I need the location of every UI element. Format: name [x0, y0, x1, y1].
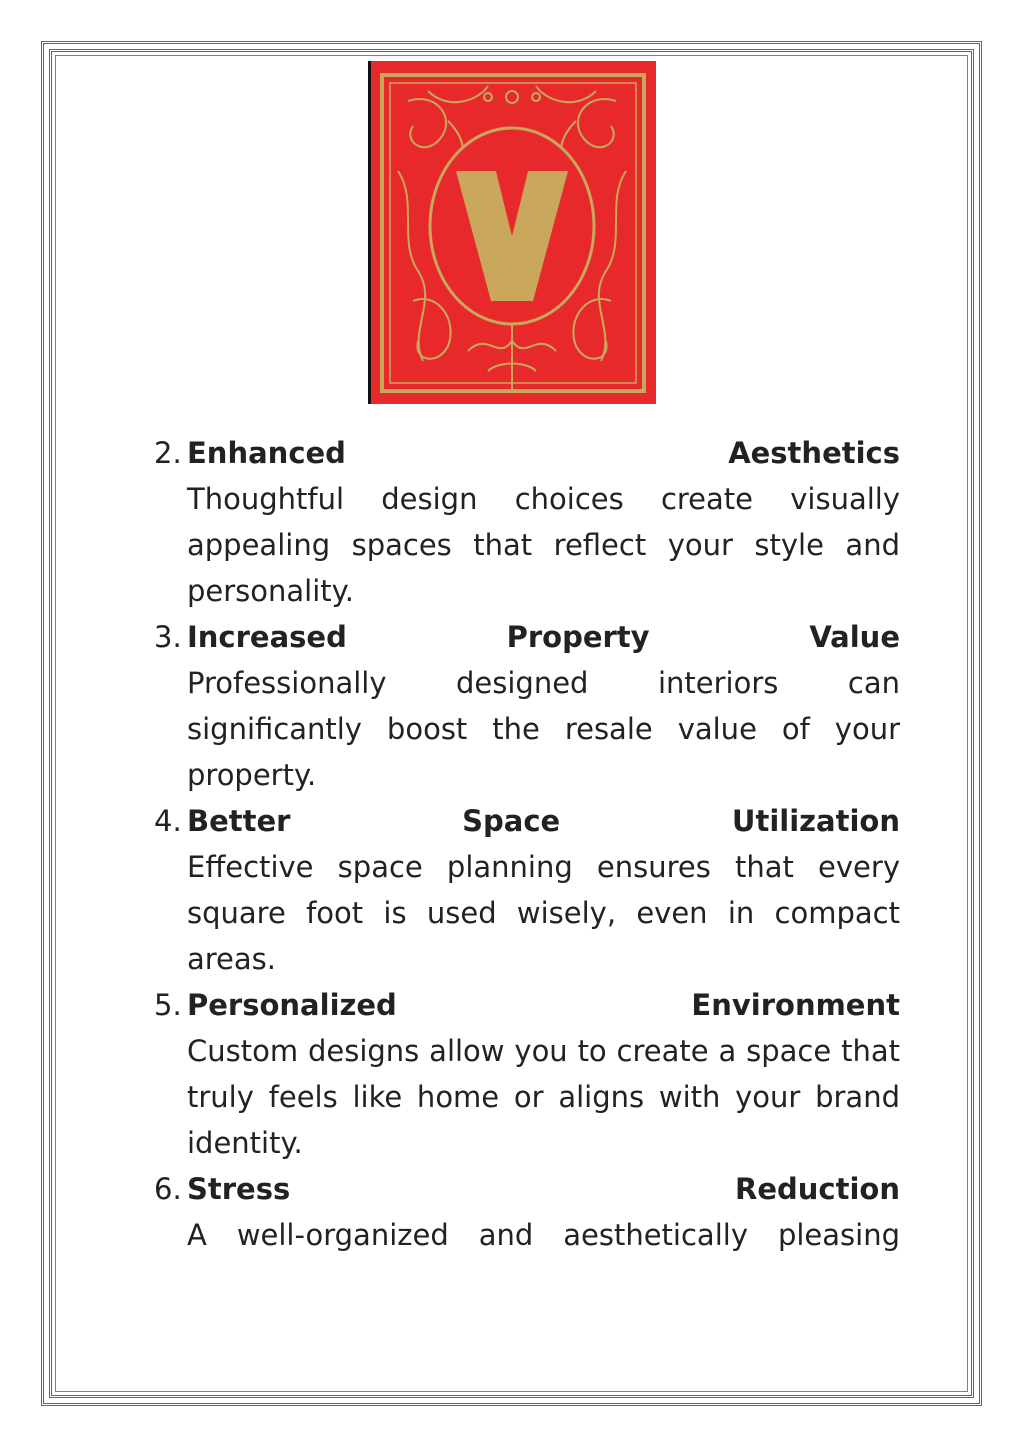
item-number: 3. [154, 620, 182, 654]
item-description: Professionally designed interiors can significantly boost the resale value of your property. [187, 666, 900, 792]
item-heading: Enhanced Aesthetics [187, 436, 900, 470]
list-item [150, 1166, 900, 1258]
item-heading: Personalized Environment [187, 988, 900, 1022]
item-heading: Stress Reduction [187, 1172, 900, 1206]
item-description: Effective space planning ensures that every square foot is used wisely, even in compact areas. [187, 850, 900, 976]
item-number: 2. [154, 436, 182, 470]
list-item [150, 798, 900, 982]
item-number: 6. [154, 1172, 182, 1206]
list-item [150, 614, 900, 798]
item-description: Custom designs allow you to create a space that truly feels like home or aligns with your brand identity. [187, 1034, 900, 1160]
benefits-list [150, 430, 900, 1258]
item-number: 4. [154, 804, 182, 838]
item-heading: Increased Property Value [187, 620, 900, 654]
item-description: Thoughtful design choices create visually appealing spaces that reflect your style and personality. [187, 482, 900, 608]
item-number: 5. [154, 988, 182, 1022]
list-item [150, 982, 900, 1166]
v-monogram-logo-icon [368, 61, 656, 404]
item-heading: Better Space Utilization [187, 804, 900, 838]
item-description: A well-organized and aesthetically pleasing [187, 1218, 900, 1252]
list-item [150, 430, 900, 614]
